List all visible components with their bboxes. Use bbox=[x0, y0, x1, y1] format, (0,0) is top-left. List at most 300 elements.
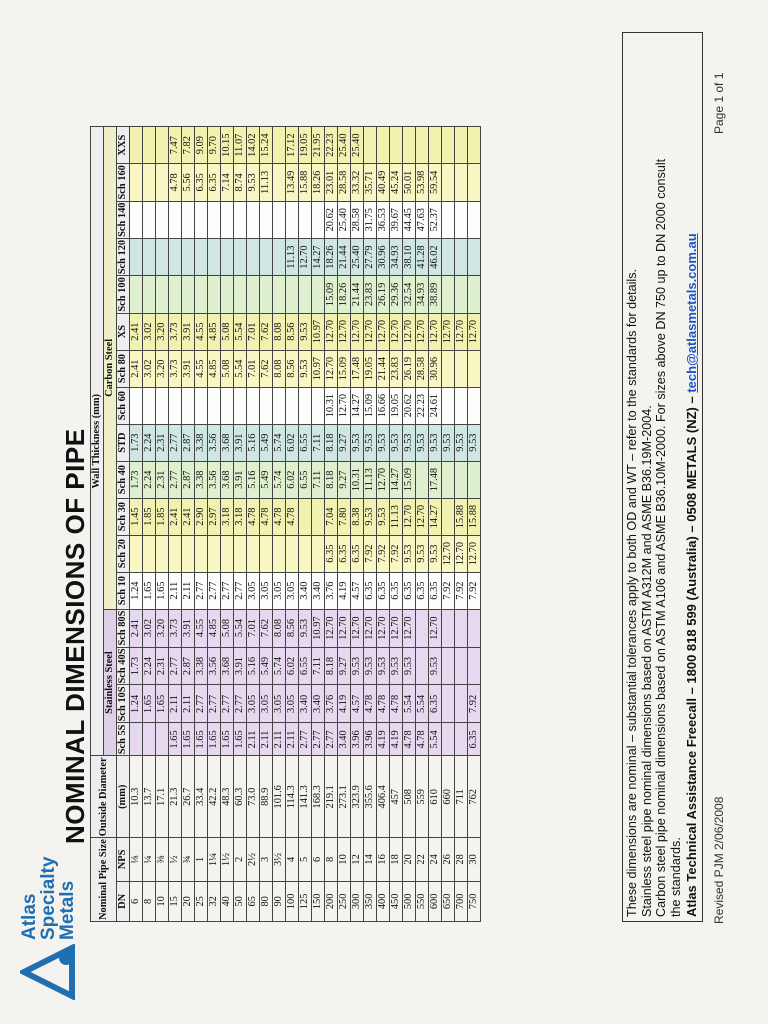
table-cell: 2.97 bbox=[208, 498, 221, 535]
table-cell: 21.44 bbox=[351, 276, 364, 313]
table-row bbox=[455, 127, 468, 922]
table-cell: 168.3 bbox=[312, 756, 325, 838]
table-cell: 7.11 bbox=[312, 461, 325, 498]
table-cell: 300 bbox=[351, 881, 364, 921]
table-cell bbox=[156, 276, 169, 313]
table-cell: 30.96 bbox=[429, 350, 442, 387]
table-cell bbox=[312, 387, 325, 424]
table-cell: 5.16 bbox=[247, 461, 260, 498]
table-cell: 3.02 bbox=[143, 609, 156, 647]
table-cell: 7.62 bbox=[260, 313, 273, 350]
table-cell: 26 bbox=[442, 838, 455, 881]
table-cell bbox=[247, 201, 260, 238]
table-cell bbox=[364, 127, 377, 164]
table-cell: 17.48 bbox=[429, 461, 442, 498]
table-cell: 22 bbox=[416, 838, 429, 881]
table-cell bbox=[208, 535, 221, 572]
table-row bbox=[143, 127, 156, 922]
table-cell: 15.88 bbox=[299, 164, 312, 201]
table-cell bbox=[273, 201, 286, 238]
header-schedule-column: XXS bbox=[117, 127, 130, 164]
table-cell: 9.27 bbox=[338, 647, 351, 685]
table-cell: 15 bbox=[169, 881, 182, 921]
table-cell: 2.11 bbox=[247, 723, 260, 756]
table-cell bbox=[416, 461, 429, 498]
table-cell: 5.54 bbox=[234, 350, 247, 387]
table-cell: 2.77 bbox=[169, 647, 182, 685]
table-cell: 22.23 bbox=[416, 387, 429, 424]
table-cell: 3.40 bbox=[299, 685, 312, 723]
table-cell: 3.02 bbox=[143, 350, 156, 387]
table-cell: 35.71 bbox=[364, 164, 377, 201]
table-cell: 6.35 bbox=[195, 164, 208, 201]
table-cell bbox=[143, 127, 156, 164]
table-cell: 19.05 bbox=[364, 350, 377, 387]
table-cell: 4.85 bbox=[208, 350, 221, 387]
table-cell bbox=[403, 127, 416, 164]
table-cell bbox=[208, 387, 221, 424]
table-cell: 1.85 bbox=[156, 498, 169, 535]
contact-email-link[interactable]: tech@atlasmetals.com.au bbox=[684, 233, 699, 393]
table-cell: 15.24 bbox=[260, 127, 273, 164]
table-cell: 5.56 bbox=[182, 164, 195, 201]
table-row bbox=[312, 127, 325, 922]
table-cell: 4.85 bbox=[208, 313, 221, 350]
table-cell bbox=[221, 238, 234, 275]
table-cell: 6.35 bbox=[351, 535, 364, 572]
table-cell: 3.20 bbox=[156, 609, 169, 647]
table-cell: 406.4 bbox=[377, 756, 390, 838]
table-cell: 5.49 bbox=[260, 461, 273, 498]
table-cell: 12.70 bbox=[377, 461, 390, 498]
table-cell: 6.35 bbox=[364, 572, 377, 609]
table-cell: 17.1 bbox=[156, 756, 169, 838]
table-cell: 31.75 bbox=[364, 201, 377, 238]
table-cell: 1.65 bbox=[221, 723, 234, 756]
table-cell: 10.15 bbox=[221, 127, 234, 164]
header-schedule-column: Sch 100 bbox=[117, 277, 128, 312]
table-cell bbox=[169, 535, 182, 572]
table-cell: 12.70 bbox=[403, 313, 416, 350]
table-cell: 3.40 bbox=[338, 723, 351, 756]
table-cell: 350 bbox=[364, 881, 377, 921]
table-cell bbox=[442, 127, 455, 164]
table-cell: 5.08 bbox=[221, 350, 234, 387]
table-cell: 15.09 bbox=[338, 350, 351, 387]
table-cell: 6 bbox=[130, 881, 143, 921]
table-cell bbox=[260, 238, 273, 275]
logo-line-2: Specialty bbox=[38, 856, 59, 940]
table-cell: 12.70 bbox=[325, 313, 338, 350]
table-cell: 45.24 bbox=[390, 164, 403, 201]
table-cell: 14 bbox=[364, 838, 377, 881]
table-cell: 9.53 bbox=[351, 647, 364, 685]
table-cell: 12.70 bbox=[338, 387, 351, 424]
header-carbon-steel: Carbon Steel bbox=[104, 127, 117, 609]
table-cell: 2.77 bbox=[221, 685, 234, 723]
table-cell: 23.83 bbox=[390, 350, 403, 387]
table-cell: 12.70 bbox=[416, 313, 429, 350]
table-cell: 8.74 bbox=[234, 164, 247, 201]
table-row bbox=[195, 127, 208, 922]
table-cell: 5.08 bbox=[221, 313, 234, 350]
header-od-unit: (mm) bbox=[117, 756, 130, 838]
table-cell: 4.19 bbox=[390, 723, 403, 756]
table-row bbox=[169, 127, 182, 922]
header-schedule-column: Sch 10 bbox=[117, 572, 130, 609]
table-cell bbox=[455, 647, 468, 685]
table-cell: 29.36 bbox=[390, 276, 403, 313]
table-cell: 2.87 bbox=[182, 647, 195, 685]
table-cell: 5.54 bbox=[416, 685, 429, 723]
table-cell bbox=[195, 201, 208, 238]
table-cell: 48.3 bbox=[221, 756, 234, 838]
table-cell: 1.24 bbox=[130, 572, 143, 609]
table-cell bbox=[247, 535, 260, 572]
table-cell bbox=[130, 127, 143, 164]
table-cell: 323.9 bbox=[351, 756, 364, 838]
table-cell: 9.53 bbox=[377, 498, 390, 535]
table-cell bbox=[455, 461, 468, 498]
table-cell: 3.56 bbox=[208, 424, 221, 461]
table-cell: 8.18 bbox=[325, 461, 338, 498]
table-cell: 3.68 bbox=[221, 461, 234, 498]
table-cell: 7.04 bbox=[325, 498, 338, 535]
header-nominal-pipe-size: Nominal Pipe Size bbox=[91, 838, 117, 922]
table-cell: 4.78 bbox=[390, 685, 403, 723]
table-cell: 2.77 bbox=[312, 723, 325, 756]
atlas-logo-icon bbox=[20, 944, 76, 1000]
table-cell bbox=[234, 201, 247, 238]
table-cell: 17.12 bbox=[286, 127, 299, 164]
table-cell: 12.70 bbox=[429, 609, 442, 647]
table-cell: 32 bbox=[208, 881, 221, 921]
table-cell: 9.53 bbox=[429, 647, 442, 685]
table-cell: 4.78 bbox=[260, 498, 273, 535]
table-row bbox=[234, 127, 247, 922]
table-cell: 3.91 bbox=[234, 647, 247, 685]
table-cell: 5.54 bbox=[234, 609, 247, 647]
table-cell: 1.24 bbox=[130, 685, 143, 723]
table-cell: 11.07 bbox=[234, 127, 247, 164]
table-cell: 47.63 bbox=[416, 201, 429, 238]
table-cell: 125 bbox=[299, 881, 312, 921]
table-cell: 9.53 bbox=[299, 313, 312, 350]
table-cell: 21.44 bbox=[338, 238, 351, 275]
table-cell bbox=[221, 535, 234, 572]
table-cell bbox=[260, 535, 273, 572]
table-cell bbox=[455, 201, 468, 238]
table-row bbox=[351, 127, 364, 922]
table-cell: 250 bbox=[338, 881, 351, 921]
table-cell: 750 bbox=[468, 881, 481, 921]
table-cell: 23.83 bbox=[364, 276, 377, 313]
table-cell: 559 bbox=[416, 756, 429, 838]
table-cell: 2.24 bbox=[143, 461, 156, 498]
table-cell: 53.98 bbox=[416, 164, 429, 201]
table-cell: 500 bbox=[403, 881, 416, 921]
table-cell: 6.02 bbox=[286, 424, 299, 461]
table-cell bbox=[247, 387, 260, 424]
table-cell: 12.70 bbox=[390, 313, 403, 350]
table-cell bbox=[156, 387, 169, 424]
table-cell bbox=[195, 238, 208, 275]
table-cell: 20.62 bbox=[325, 201, 338, 238]
table-cell: 9.53 bbox=[416, 535, 429, 572]
table-cell: 2.77 bbox=[195, 685, 208, 723]
table-cell: 5.74 bbox=[273, 461, 286, 498]
table-cell: 3.68 bbox=[221, 424, 234, 461]
table-row bbox=[403, 127, 416, 922]
table-cell: 2.11 bbox=[182, 572, 195, 609]
table-cell: 12.70 bbox=[299, 238, 312, 275]
table-cell: 4.78 bbox=[364, 685, 377, 723]
table-cell: 10.31 bbox=[325, 387, 338, 424]
table-cell: 18.26 bbox=[325, 238, 338, 275]
table-cell bbox=[156, 238, 169, 275]
table-cell bbox=[273, 127, 286, 164]
table-cell: 38.10 bbox=[403, 238, 416, 275]
table-cell: 30.96 bbox=[377, 238, 390, 275]
table-cell: 3.76 bbox=[325, 685, 338, 723]
table-cell: 2.77 bbox=[169, 424, 182, 461]
table-cell: 5.49 bbox=[260, 647, 273, 685]
table-cell: 6.55 bbox=[299, 461, 312, 498]
header-stainless-steel: Stainless Steel bbox=[104, 609, 117, 756]
table-cell: 9.53 bbox=[403, 535, 416, 572]
table-cell: 9.53 bbox=[403, 424, 416, 461]
table-cell: 5.54 bbox=[234, 313, 247, 350]
table-cell bbox=[195, 387, 208, 424]
table-cell: 7.82 bbox=[182, 127, 195, 164]
table-cell: 40 bbox=[221, 881, 234, 921]
header-nps: NPS bbox=[117, 838, 130, 881]
table-cell: 400 bbox=[377, 881, 390, 921]
table-cell: 80 bbox=[260, 881, 273, 921]
table-cell: 3.40 bbox=[312, 572, 325, 609]
table-cell: 12.70 bbox=[390, 609, 403, 647]
table-cell bbox=[260, 201, 273, 238]
table-cell: 23.01 bbox=[325, 164, 338, 201]
table-cell: 5.16 bbox=[247, 424, 260, 461]
table-cell bbox=[273, 238, 286, 275]
page-number: Page 1 of 1 bbox=[712, 72, 726, 134]
header-dn: DN bbox=[117, 881, 130, 921]
table-cell: 73.0 bbox=[247, 756, 260, 838]
company-logo bbox=[20, 840, 80, 1000]
table-cell: 8 bbox=[143, 881, 156, 921]
table-cell bbox=[416, 127, 429, 164]
table-cell: 9.53 bbox=[429, 424, 442, 461]
table-cell: 6.35 bbox=[416, 572, 429, 609]
table-cell: 2.31 bbox=[156, 461, 169, 498]
table-cell bbox=[130, 723, 143, 756]
note-line-2: Stainless steel pipe nominal dimensions based on ASTM A312M and ASME B36.19M-2004. bbox=[639, 405, 654, 917]
table-cell: 4.78 bbox=[403, 723, 416, 756]
table-cell: 2.11 bbox=[273, 723, 286, 756]
header-schedule-column: Sch 140 bbox=[117, 202, 128, 237]
table-cell: 4 bbox=[286, 838, 299, 881]
table-cell: 1.65 bbox=[169, 723, 182, 756]
table-cell: 9.53 bbox=[390, 424, 403, 461]
table-cell: 3 bbox=[260, 838, 273, 881]
table-cell: 3.91 bbox=[182, 350, 195, 387]
table-cell: 4.78 bbox=[247, 498, 260, 535]
table-cell: 508 bbox=[403, 756, 416, 838]
table-cell bbox=[455, 387, 468, 424]
table-row bbox=[273, 127, 286, 922]
table-cell: 7.80 bbox=[338, 498, 351, 535]
table-cell: 12.70 bbox=[468, 313, 481, 350]
table-cell: 8 bbox=[325, 838, 338, 881]
header-schedule-column: Sch 40 bbox=[117, 461, 130, 498]
table-cell bbox=[130, 276, 143, 313]
table-row bbox=[442, 127, 455, 922]
table-cell: 2.87 bbox=[182, 424, 195, 461]
table-cell: 7.62 bbox=[260, 609, 273, 647]
table-cell: 150 bbox=[312, 881, 325, 921]
table-cell: 3.91 bbox=[182, 609, 195, 647]
table-cell: 5.54 bbox=[429, 723, 442, 756]
table-cell: 40.49 bbox=[377, 164, 390, 201]
table-cell: 8.18 bbox=[325, 647, 338, 685]
contact-text: Atlas Technical Assistance Freecall – 1800 818 599 (Australia) – 0508 METALS (NZ) – bbox=[684, 396, 699, 917]
page-title: NOMINAL DIMENSIONS OF PIPE bbox=[60, 428, 90, 844]
table-cell bbox=[442, 723, 455, 756]
table-cell: 1.85 bbox=[143, 498, 156, 535]
table-cell: 32.54 bbox=[403, 276, 416, 313]
table-cell bbox=[416, 647, 429, 685]
header-schedule-column: Sch 20 bbox=[117, 535, 130, 572]
table-cell: 26.19 bbox=[377, 276, 390, 313]
table-cell bbox=[455, 723, 468, 756]
table-cell bbox=[299, 387, 312, 424]
table-cell: 16 bbox=[377, 838, 390, 881]
table-cell: 101.6 bbox=[273, 756, 286, 838]
table-cell: 4.57 bbox=[351, 572, 364, 609]
table-cell: 9.53 bbox=[377, 647, 390, 685]
table-row bbox=[286, 127, 299, 922]
table-cell: 3.05 bbox=[247, 685, 260, 723]
table-cell: 12.70 bbox=[338, 313, 351, 350]
table-cell: 5.08 bbox=[221, 609, 234, 647]
table-cell: 3.05 bbox=[247, 572, 260, 609]
header-schedule-column: STD bbox=[117, 424, 130, 461]
table-cell: 24 bbox=[429, 838, 442, 881]
table-cell: 6.35 bbox=[325, 535, 338, 572]
table-cell: 3.73 bbox=[169, 350, 182, 387]
table-cell: 21.44 bbox=[377, 350, 390, 387]
table-row bbox=[325, 127, 338, 922]
table-cell: 3.91 bbox=[234, 461, 247, 498]
table-cell: 3.05 bbox=[286, 572, 299, 609]
table-cell bbox=[130, 164, 143, 201]
table-cell: 12.70 bbox=[338, 609, 351, 647]
table-cell: 15.09 bbox=[325, 276, 338, 313]
table-cell: 12.70 bbox=[325, 609, 338, 647]
table-cell: 6.02 bbox=[286, 647, 299, 685]
table-cell: 9.53 bbox=[351, 424, 364, 461]
table-cell: 9.53 bbox=[442, 424, 455, 461]
table-cell: 8.56 bbox=[286, 609, 299, 647]
table-cell bbox=[442, 609, 455, 647]
table-cell: 52.37 bbox=[429, 201, 442, 238]
table-cell: 3.05 bbox=[260, 685, 273, 723]
table-cell: 8.56 bbox=[286, 350, 299, 387]
table-cell: 5 bbox=[299, 838, 312, 881]
table-cell: 2 bbox=[234, 838, 247, 881]
table-cell: 2.31 bbox=[156, 647, 169, 685]
table-cell: 2.77 bbox=[234, 572, 247, 609]
table-cell: 5.49 bbox=[260, 424, 273, 461]
table-cell: ⅛ bbox=[130, 838, 143, 881]
table-cell: 2.24 bbox=[143, 424, 156, 461]
table-cell bbox=[312, 535, 325, 572]
table-cell: 711 bbox=[455, 756, 468, 838]
table-cell: 3½ bbox=[273, 838, 286, 881]
table-cell bbox=[130, 238, 143, 275]
table-cell: 7.11 bbox=[312, 424, 325, 461]
table-cell: 2.77 bbox=[208, 572, 221, 609]
table-cell: 550 bbox=[416, 881, 429, 921]
table-cell bbox=[143, 535, 156, 572]
table-cell bbox=[208, 238, 221, 275]
table-cell bbox=[182, 276, 195, 313]
table-cell bbox=[234, 387, 247, 424]
table-cell: 15.88 bbox=[455, 498, 468, 535]
table-cell: 2.77 bbox=[234, 685, 247, 723]
table-cell: 25.40 bbox=[338, 201, 351, 238]
table-cell: 8.56 bbox=[286, 313, 299, 350]
table-cell: 22.23 bbox=[325, 127, 338, 164]
table-cell: 25 bbox=[195, 881, 208, 921]
table-cell: 7.62 bbox=[260, 350, 273, 387]
table-cell bbox=[208, 276, 221, 313]
table-cell: 3.76 bbox=[325, 572, 338, 609]
table-cell: 28.58 bbox=[416, 350, 429, 387]
table-cell: 21.95 bbox=[312, 127, 325, 164]
table-cell bbox=[143, 201, 156, 238]
table-cell: 3.05 bbox=[260, 572, 273, 609]
table-row bbox=[182, 127, 195, 922]
table-row bbox=[130, 127, 143, 922]
table-cell: 7.11 bbox=[312, 647, 325, 685]
table-cell: 21.3 bbox=[169, 756, 182, 838]
table-cell: 6.35 bbox=[429, 685, 442, 723]
table-cell: 3.05 bbox=[273, 685, 286, 723]
table-cell: 2.41 bbox=[130, 350, 143, 387]
table-cell: 2.41 bbox=[130, 609, 143, 647]
table-cell bbox=[468, 461, 481, 498]
table-cell: 4.78 bbox=[169, 164, 182, 201]
table-cell: 355.6 bbox=[364, 756, 377, 838]
table-cell bbox=[195, 276, 208, 313]
table-cell bbox=[286, 535, 299, 572]
table-cell: 1.65 bbox=[208, 723, 221, 756]
table-cell: 8.18 bbox=[325, 424, 338, 461]
table-cell bbox=[234, 238, 247, 275]
table-cell: 1.65 bbox=[182, 723, 195, 756]
table-cell: 4.85 bbox=[208, 609, 221, 647]
table-cell: 46.02 bbox=[429, 238, 442, 275]
table-cell bbox=[182, 387, 195, 424]
table-cell: 10.97 bbox=[312, 609, 325, 647]
table-cell: ¼ bbox=[143, 838, 156, 881]
table-cell: 450 bbox=[390, 881, 403, 921]
table-row bbox=[416, 127, 429, 922]
table-cell: 90 bbox=[273, 881, 286, 921]
table-cell: 3.40 bbox=[312, 685, 325, 723]
